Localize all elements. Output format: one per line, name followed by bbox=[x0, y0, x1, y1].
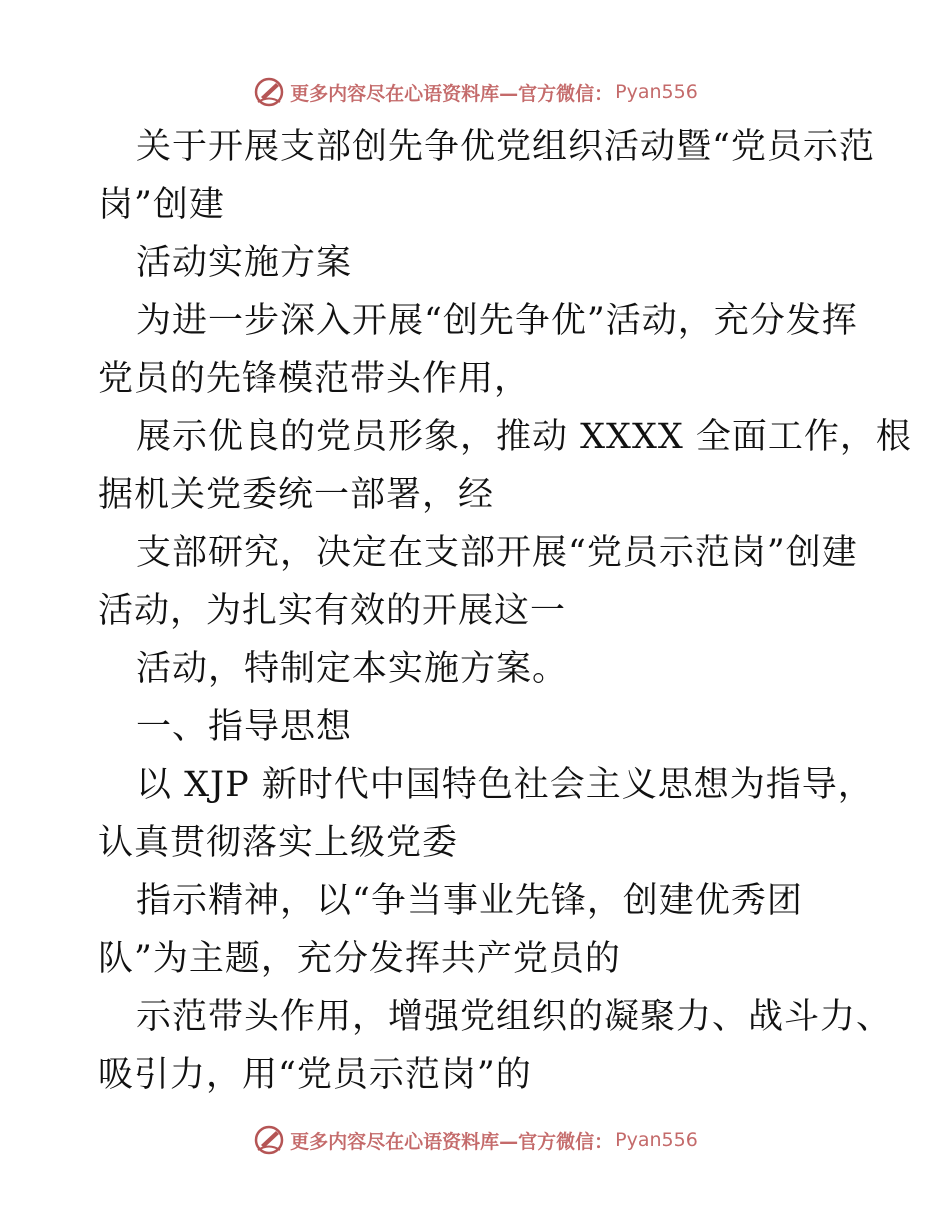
section-heading: 一、指导思想 bbox=[136, 707, 353, 747]
paragraph-line: 指示精神，以“争当事业先锋，创建优秀团 bbox=[136, 881, 803, 921]
title-line-2: 岗”创建 bbox=[98, 185, 225, 225]
paragraph-line: 以 XJP 新时代中国特色社会主义思想为指导， bbox=[136, 765, 874, 805]
watermark-handle: Pyan556 bbox=[615, 81, 698, 103]
paragraph-line: 支部研究，决定在支部开展“党员示范岗”创建 bbox=[136, 533, 858, 573]
paragraph-line: 党员的先锋模范带头作用， bbox=[98, 359, 531, 399]
header-watermark bbox=[0, 72, 950, 112]
paragraph-line: 示范带头作用，增强党组织的凝聚力、战斗力、 bbox=[136, 997, 893, 1037]
document-body bbox=[98, 118, 912, 1104]
book-pen-logo-icon bbox=[252, 1123, 286, 1157]
paragraph-line: 吸引力，用“党员示范岗”的 bbox=[98, 1055, 532, 1095]
paragraph-line: 活动，为扎实有效的开展这一 bbox=[98, 591, 567, 631]
watermark-handle: Pyan556 bbox=[615, 1129, 698, 1151]
title-line-1: 关于开展支部创先争优党组织活动暨“党员示范 bbox=[136, 127, 875, 167]
paragraph-line: 为进一步深入开展“创先争优”活动，充分发挥 bbox=[136, 301, 858, 341]
watermark-text: 更多内容尽在心语资料库—官方微信： bbox=[290, 1130, 614, 1153]
book-pen-logo-icon bbox=[252, 75, 286, 109]
paragraph-line: 认真贯彻落实上级党委 bbox=[98, 823, 459, 863]
watermark-text: 更多内容尽在心语资料库—官方微信： bbox=[290, 82, 614, 105]
subtitle-line: 活动实施方案 bbox=[136, 243, 353, 283]
paragraph-line: 活动，特制定本实施方案。 bbox=[136, 649, 569, 689]
footer-watermark bbox=[0, 1120, 950, 1160]
paragraph-line: 据机关党委统一部署，经 bbox=[98, 475, 495, 515]
paragraph-line: 展示优良的党员形象，推动 XXXX 全面工作，根 bbox=[136, 417, 912, 457]
paragraph-line: 队”为主题，充分发挥共产党员的 bbox=[98, 939, 621, 979]
